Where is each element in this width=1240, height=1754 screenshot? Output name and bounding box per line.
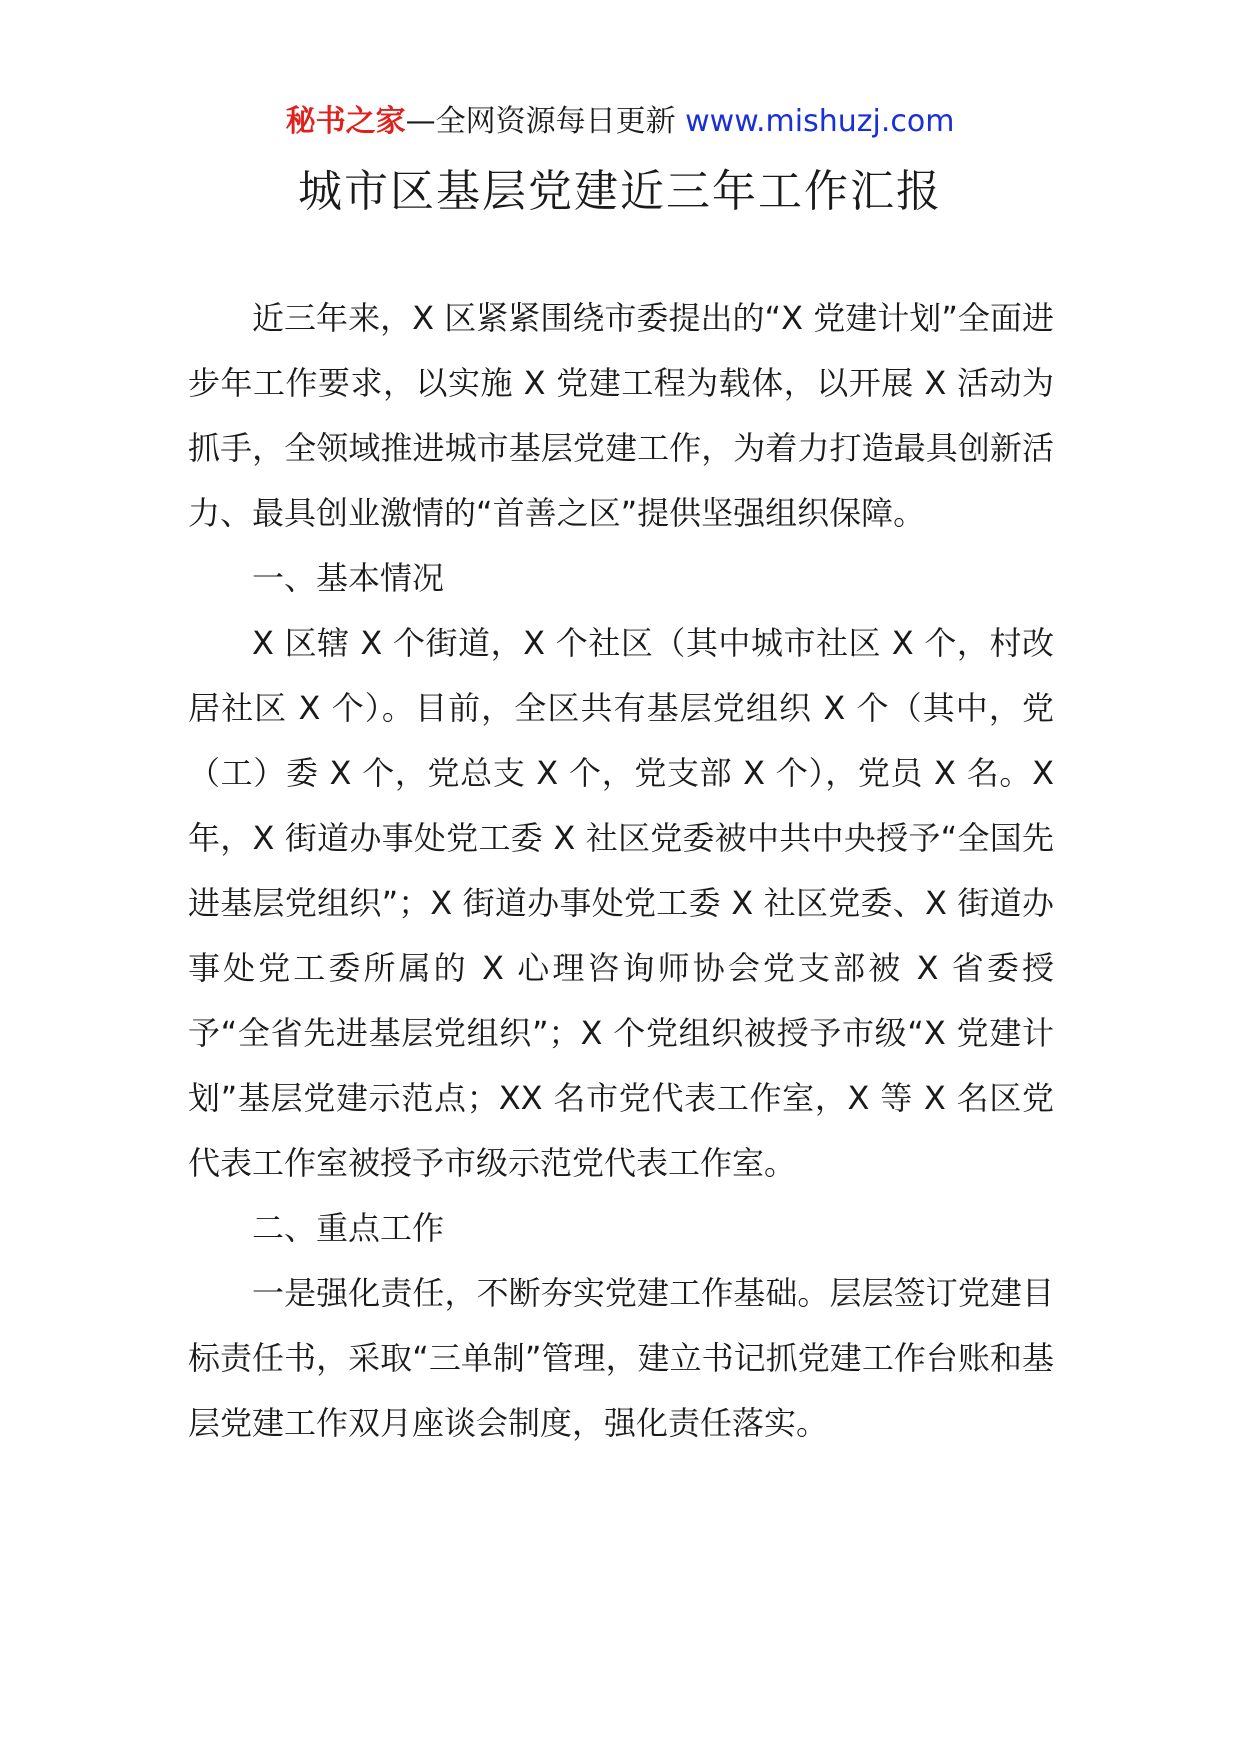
key-work-paragraph: 一是强化责任，不断夯实党建工作基础。层层签订党建目标责任书，采取“三单制”管理，建立书记抓党建工作台账和基层党建工作双月座谈会制度，强化责任落实。 — [188, 1274, 1054, 1442]
document-title: 城市区基层党建近三年工作汇报 — [298, 166, 942, 217]
section-heading-basic: 一、基本情况 — [252, 559, 445, 597]
section-heading-key-work: 二、重点工作 — [252, 1209, 445, 1247]
site-header — [0, 100, 1240, 144]
header-tagline: —全网资源每日更新 — [405, 104, 686, 139]
site-url-link[interactable]: www.mishuzj.com — [685, 104, 955, 139]
intro-paragraph: 近三年来，X 区紧紧围绕市委提出的“X 党建计划”全面进步年工作要求，以实施 X 党建工程为载体，以开展 X 活动为抓手，全领域推进城市基层党建工作，为着力打造最具创新活力、最具创业激情的“首善之区”提供坚强组织保障。 — [188, 299, 1054, 532]
brand-name: 秘书之家 — [285, 104, 406, 139]
basic-situation-paragraph: X 区辖 X 个街道，X 个社区（其中城市社区 X 个，村改居社区 X 个）。目前，全区共有基层党组织 X 个（其中，党（工）委 X 个，党总支 X 个，党支部 X 个），党员 X 名。X 年，X 街道办事处党工委 X 社区党委被中共中央授予“全国先进基层党组织”；X 街道办事处党工委 X 社区党委、X 街道办事处党工委所属的 X 心理咨询师协会党支部被 X 省委授予“全省先进基层党组织”；X 个党组织被授予市级“X 党建计划”基层党建示范点；XX 名市党代表工作室，X 等 X 名区党代表工作室被授予市级示范党代表工作室。 — [188, 624, 1054, 1182]
document-body — [188, 286, 1054, 1456]
